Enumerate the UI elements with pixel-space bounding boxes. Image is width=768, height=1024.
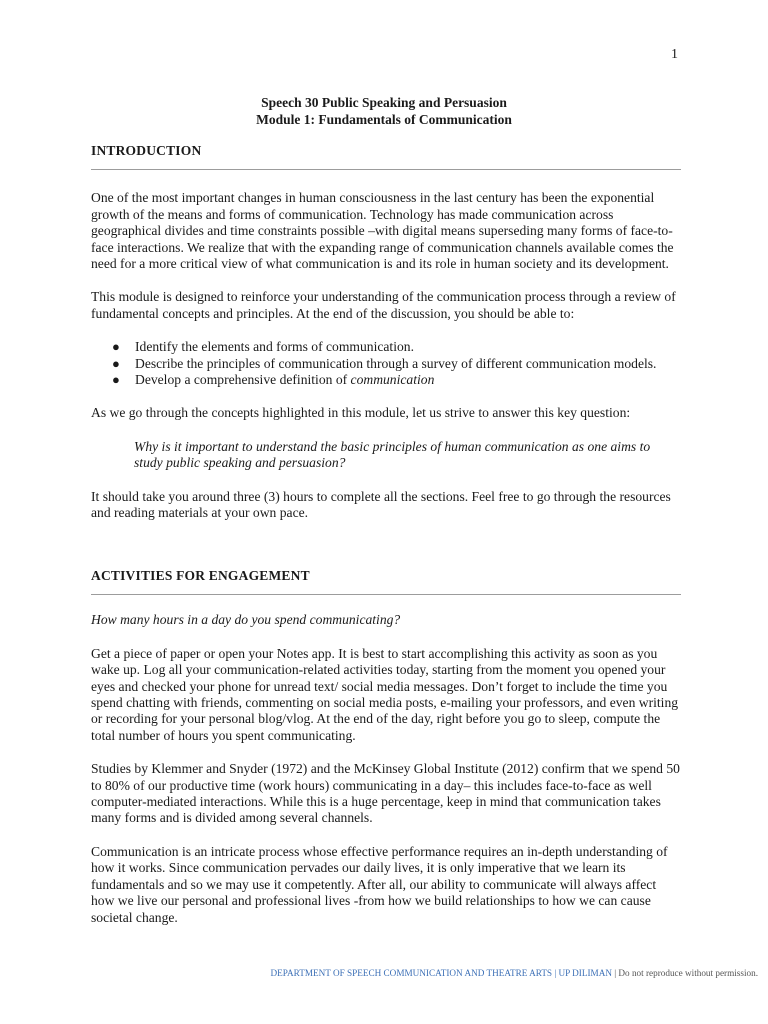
activity-paragraph-2: Studies by Klemmer and Snyder (1972) and the McKinsey Global Institute (2012) confirm that we spend 50 to 80% of our productive time (work hours) communicating in a day– this includes face-to-face as well computer-mediated interactions. While this is a huge percentage, keep in mind that communication takes many forms and is divided among several channels. [91, 761, 680, 826]
intro-paragraph-1: One of the most important changes in human consciousness in the last century has been the exponential growth of the means and forms of communication. Technology has made communication across geographical divides and time constraints possible –with digital means superseding many forms of face-to-face interactions. We realize that with the expanding range of communication channels available comes the need for a more critical view of what communication is and its role in human society and its development. [91, 190, 674, 272]
page-number: 1 [671, 47, 678, 62]
bullet-icon: ● [112, 355, 120, 371]
activity-question: How many hours in a day do you spend communicating? [91, 612, 401, 628]
objective-item [91, 339, 681, 355]
intro-paragraph-3: As we go through the concepts highlighted in this module, let us strive to answer this key question: [91, 405, 631, 421]
activities-heading: ACTIVITIES FOR ENGAGEMENT [91, 568, 310, 583]
objectives-list [91, 339, 681, 388]
module-title: Module 1: Fundamentals of Communication [256, 112, 512, 127]
course-title: Speech 30 Public Speaking and Persuasion [261, 95, 507, 110]
objective-emphasis: communication [350, 372, 435, 388]
intro-paragraph-4: It should take you around three (3) hours to complete all the sections. Feel free to go through the resources and reading materials at your own pace. [91, 488, 671, 521]
bullet-icon: ● [112, 339, 120, 355]
footer-separator: | [611, 968, 619, 978]
key-question: Why is it important to understand the basic principles of human communication as one aims to study public speaking and persuasion? [134, 438, 651, 471]
bullet-icon: ● [112, 372, 120, 388]
intro-paragraph-2: This module is designed to reinforce your understanding of the communication process through a review of fundamental concepts and principles. At the end of the discussion, you should be able to: [91, 289, 676, 321]
objective-text: Describe the principles of communication through a survey of different communication models. [135, 355, 657, 371]
introduction-heading: INTRODUCTION [91, 143, 202, 158]
objective-text: Develop a comprehensive definition of [135, 372, 351, 388]
footer-department: DEPARTMENT OF SPEECH COMMUNICATION AND THEATRE ARTS | UP DILIMAN [270, 968, 612, 978]
activities-divider [91, 594, 681, 595]
introduction-divider [91, 169, 681, 170]
introduction-section [91, 143, 681, 522]
activity-paragraph-3: Communication is an intricate process whose effective performance requires an in-depth understanding of how it works. Since communication pervades our daily lives, it is only imperative that we learn its fundamentals and so we may use it competently. After all, our ability to communicate will always affect how we live our personal and professional lives -from how we build relationships to how we can cause societal change. [91, 843, 668, 925]
document-title [0, 94, 768, 128]
activity-paragraph-1: Get a piece of paper or open your Notes app. It is best to start accomplishing this activity as soon as you wake up. Log all your communication-related activities today, starting from the moment you opened your eyes and checked your phone for unread text/ social media messages. Don’t forget to include the time you spend chatting with friends, commenting on social media posts, e-mailing your professors, and even writing or recording for your personal blog/vlog. At the end of the day, right before you go to sleep, compute the total number of hours you spent communicating. [91, 645, 679, 743]
objective-item [91, 372, 681, 388]
activities-section [91, 568, 681, 926]
objective-text: Identify the elements and forms of communication. [135, 339, 414, 355]
footer-notice: Do not reproduce without permission. [618, 968, 758, 978]
page-footer [271, 968, 758, 978]
objective-item [91, 356, 681, 372]
